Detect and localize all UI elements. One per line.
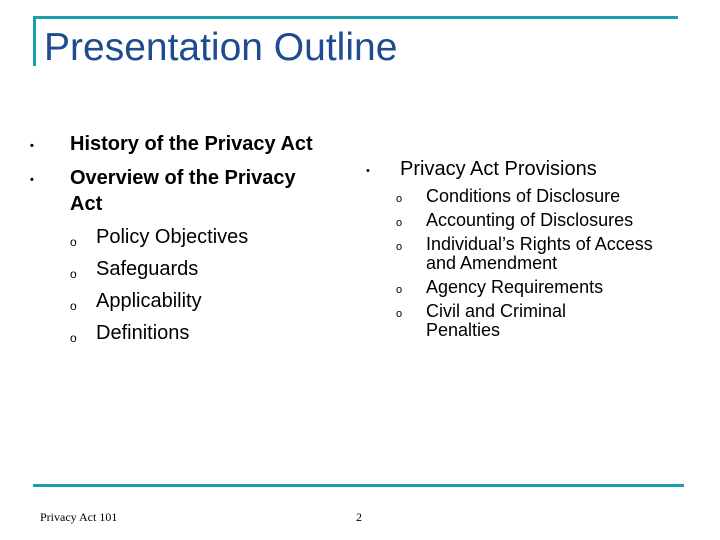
slide-title: Presentation Outline [44, 26, 398, 69]
sub-list-item [362, 187, 682, 206]
sub-list-item-text: Accounting of Disclosures [426, 210, 634, 230]
sub-list-item [30, 321, 350, 345]
bullet-circle-icon: o [396, 193, 403, 205]
sub-list-item-text: Safeguards [96, 258, 199, 280]
sub-list-item-text: Applicability [96, 290, 202, 312]
page-number: 2 [356, 510, 362, 524]
sub-list-item [30, 225, 350, 249]
sub-list-item-text: Definitions [96, 322, 190, 344]
bullet-circle-icon: o [396, 308, 403, 320]
sub-list-item-text: Conditions of Disclosure [426, 186, 621, 206]
bullet-circle-icon: o [396, 217, 403, 229]
sub-list-item-text: Individual’s Rights of Access and Amendment [426, 234, 653, 273]
bullet-dot-icon: • [30, 140, 34, 152]
list-item-text: History of the Privacy Act [70, 133, 313, 155]
sub-list-item-text: Policy Objectives [96, 226, 249, 248]
sub-list-item-text: Civil and Criminal Penalties [426, 301, 567, 340]
footer-text: Privacy Act 101 [40, 510, 118, 524]
list-item [30, 131, 350, 157]
sub-list-item [362, 211, 682, 230]
sub-list-item-text: Agency Requirements [426, 277, 604, 297]
bullet-circle-icon: o [70, 331, 77, 345]
sub-list-item [30, 257, 350, 281]
right-column [362, 156, 682, 340]
bullet-circle-icon: o [396, 241, 403, 253]
top-rule [33, 16, 678, 19]
left-rule [33, 16, 36, 66]
bullet-circle-icon: o [396, 284, 403, 296]
list-item [362, 156, 682, 182]
sub-list-item [30, 289, 350, 313]
list-item-text: Overview of the Privacy Act [70, 167, 296, 215]
sub-list-item [362, 235, 682, 273]
bullet-dot-icon: • [30, 174, 34, 186]
list-item [30, 165, 350, 217]
bullet-circle-icon: o [70, 299, 77, 313]
bottom-rule [33, 484, 684, 487]
sub-list-item [362, 302, 682, 340]
bullet-circle-icon: o [70, 235, 77, 249]
list-item-text: Privacy Act Provisions [400, 158, 597, 180]
bullet-circle-icon: o [70, 267, 77, 281]
bullet-dot-icon: • [366, 165, 370, 177]
sub-list-item [362, 278, 682, 297]
left-column [30, 131, 350, 345]
